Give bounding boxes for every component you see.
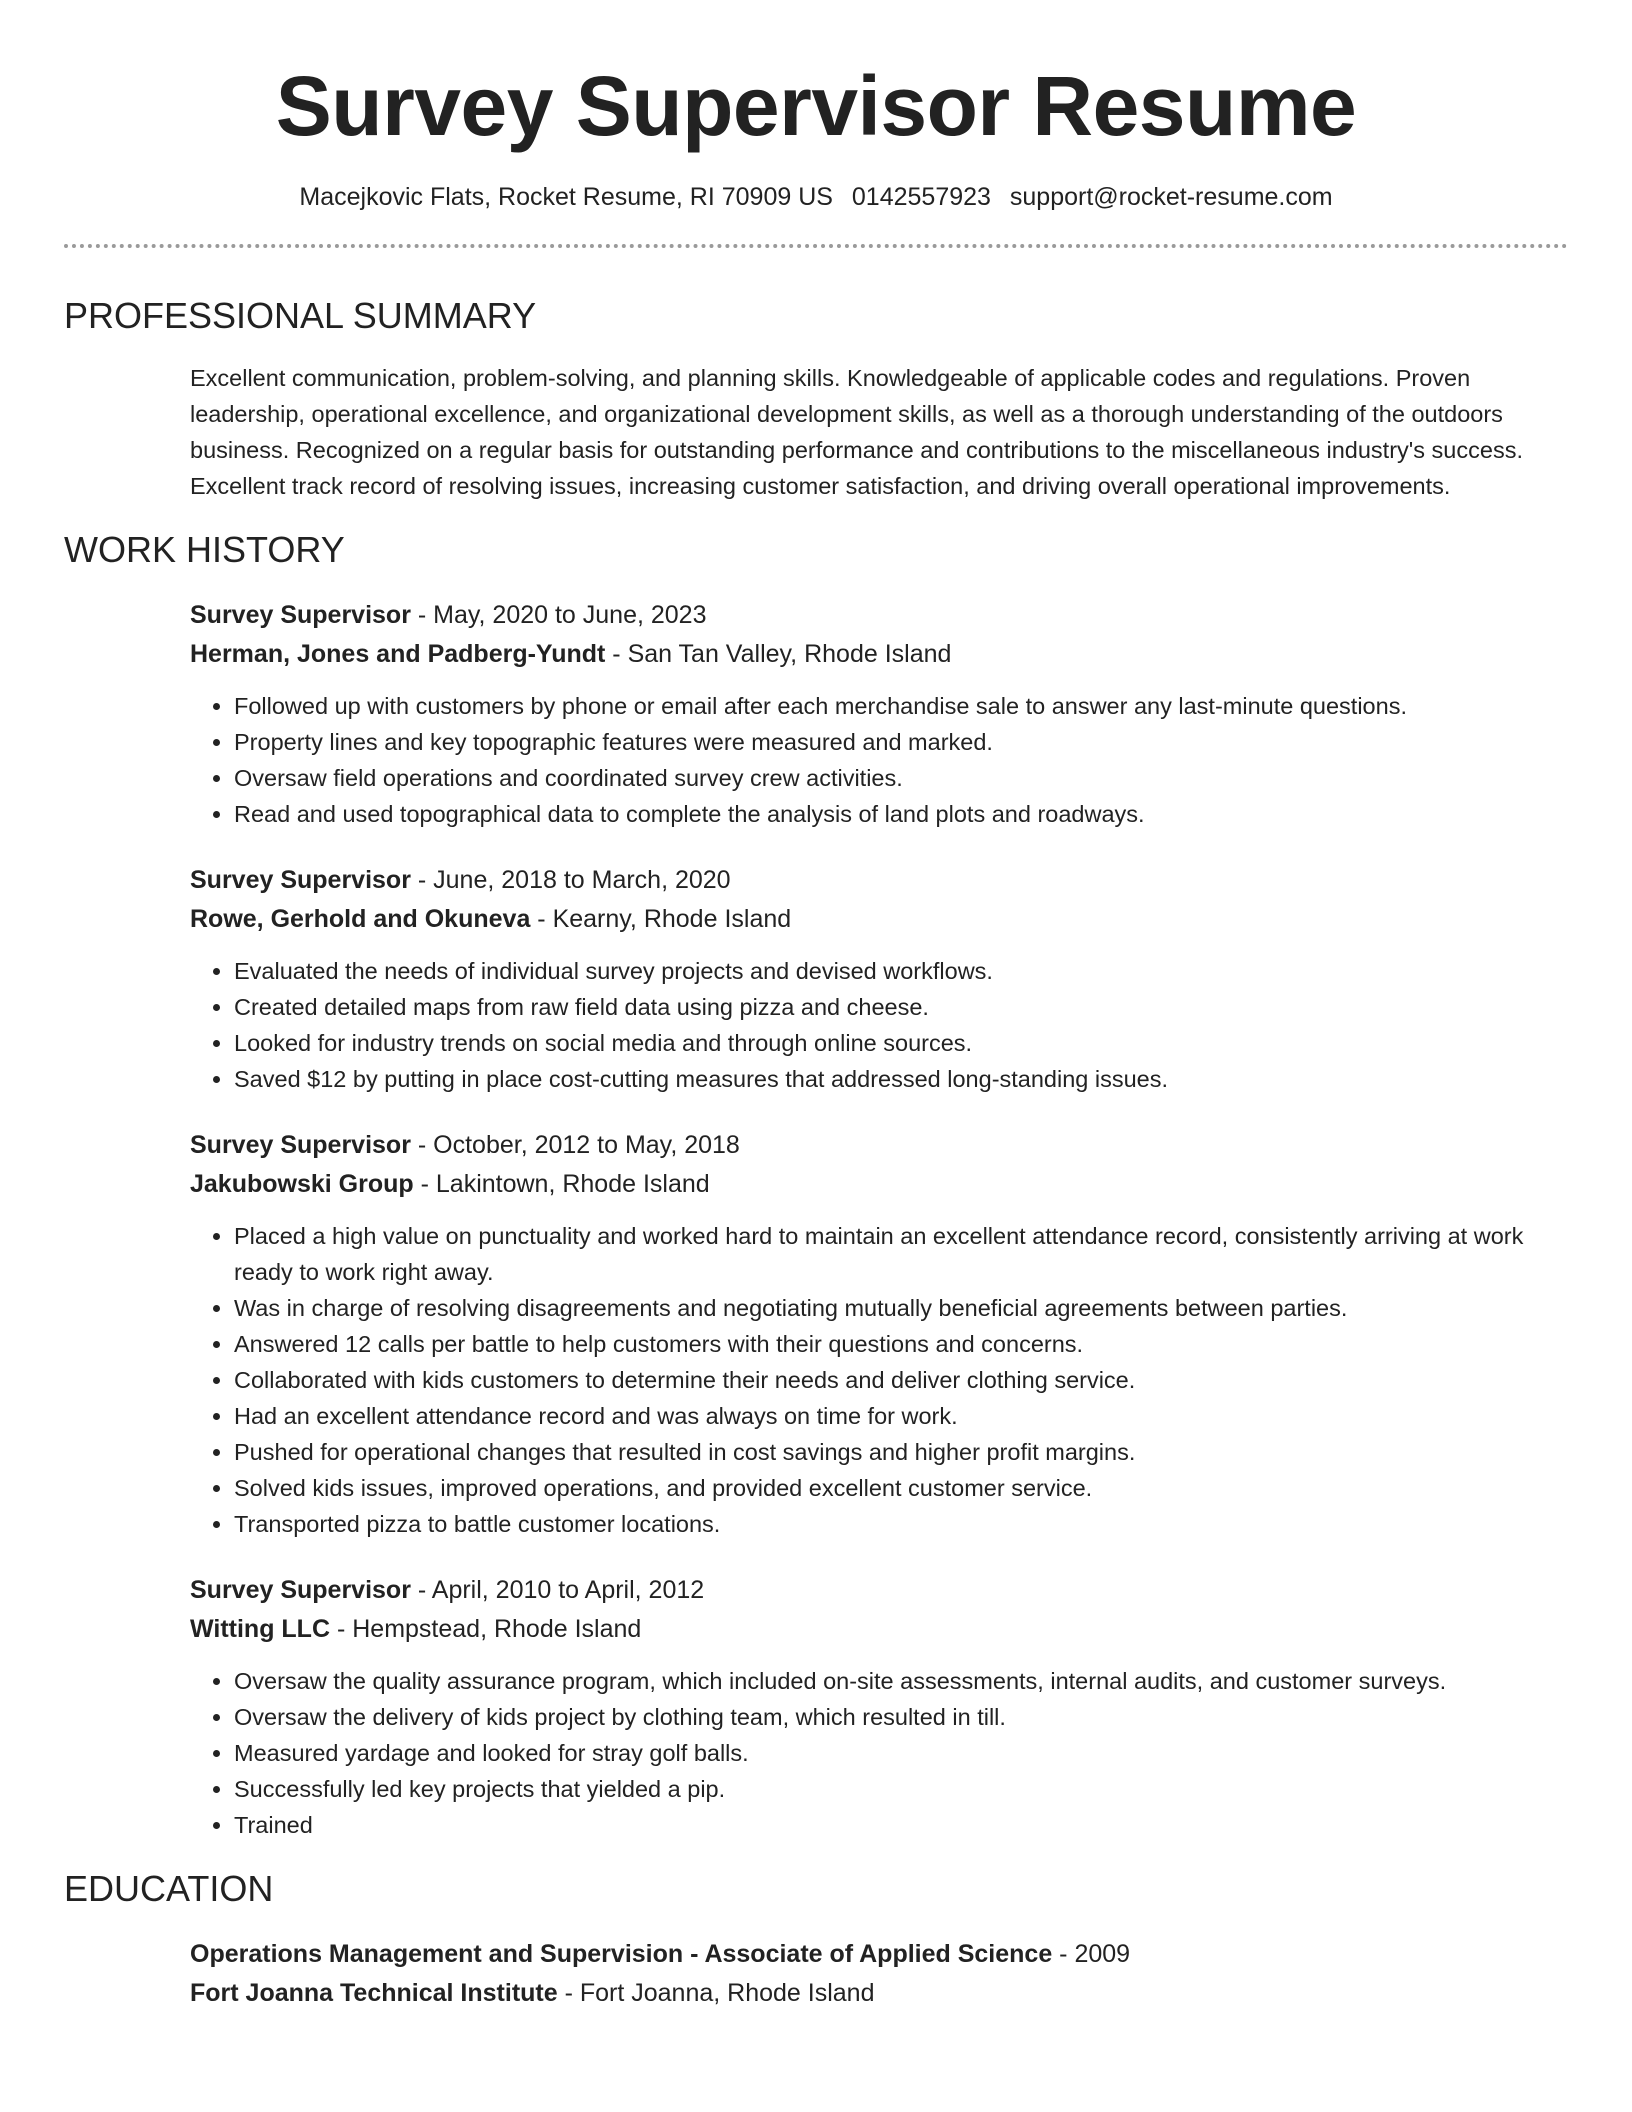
- work-history-heading: WORK HISTORY: [64, 529, 345, 570]
- job-dates: - October, 2012 to May, 2018: [410, 1131, 740, 1159]
- job-bullet: • Evaluated the needs of individual survey projects and devised workflows.: [234, 953, 1568, 989]
- contact-phone: 0142557923: [851, 183, 991, 211]
- summary-text: Excellent communication, problem-solving, and planning skills. Knowledgeable of applicable codes and regulations. Proven leadership, operational excellence, and organizational development skills, as well as a thorough understanding of the outdoors business. Recognized on a regular basis for outstanding performance and contributions to the miscellaneous industry's success. Excellent track record of resolving issues, increasing customer satisfaction, and driving overall operational improvements.: [190, 365, 1523, 499]
- degree-name: Operations Management and Supervision - Associate of Applied Science: [190, 1940, 1053, 1968]
- job-location: - Lakintown, Rhode Island: [413, 1170, 710, 1198]
- job-bullet: • Read and used topographical data to complete the analysis of land plots and roadways.: [234, 796, 1568, 832]
- job-dates: - June, 2018 to March, 2020: [410, 866, 731, 894]
- job-bullet: • Successfully led key projects that yielded a pip.: [234, 1771, 1568, 1807]
- job-bullets: [190, 1663, 1568, 1843]
- job-bullet: • Solved kids issues, improved operations, and provided excellent customer service.: [234, 1470, 1568, 1506]
- job-bullet: • Transported pizza to battle customer locations.: [234, 1506, 1568, 1542]
- job-bullets: [190, 688, 1568, 832]
- job-bullet: • Followed up with customers by phone or email after each merchandise sale to answer any last-minute questions.: [234, 688, 1568, 724]
- job-bullet: • Placed a high value on punctuality and worked hard to maintain an excellent attendance record, consistently arriving at work ready to work right away.: [234, 1218, 1568, 1290]
- job-bullet: • Was in charge of resolving disagreements and negotiating mutually beneficial agreements between parties.: [234, 1290, 1568, 1326]
- job-bullet: • Saved $12 by putting in place cost-cutting measures that addressed long-standing issues.: [234, 1061, 1568, 1097]
- school-location: - Fort Joanna, Rhode Island: [557, 1979, 875, 2007]
- job-location: - San Tan Valley, Rhode Island: [605, 640, 952, 668]
- job-bullet: • Oversaw the quality assurance program, which included on-site assessments, internal audits, and customer surveys.: [234, 1663, 1568, 1699]
- job-company: Witting LLC: [190, 1615, 331, 1643]
- job-dates: - April, 2010 to April, 2012: [410, 1576, 705, 1604]
- job-company-line: [190, 900, 1568, 939]
- contact-email: support@rocket-resume.com: [1009, 183, 1333, 211]
- job-bullet: • Measured yardage and looked for stray golf balls.: [234, 1735, 1568, 1771]
- job-company-line: [190, 635, 1568, 674]
- resume-title: Survey Supervisor Resume: [275, 59, 1357, 153]
- job-company: Rowe, Gerhold and Okuneva: [190, 905, 531, 933]
- education-heading: EDUCATION: [64, 1868, 274, 1909]
- job-title: Survey Supervisor: [190, 601, 411, 629]
- job-entry: [190, 861, 1568, 1097]
- job-entry: [190, 596, 1568, 832]
- job-bullet: • Oversaw field operations and coordinated survey crew activities.: [234, 760, 1568, 796]
- job-bullet: • Collaborated with kids customers to determine their needs and deliver clothing service.: [234, 1362, 1568, 1398]
- job-location: - Hempstead, Rhode Island: [330, 1615, 642, 1643]
- job-company: Jakubowski Group: [190, 1170, 414, 1198]
- job-title-line: [190, 1571, 1568, 1610]
- education-entry: [190, 1935, 1568, 2013]
- job-bullet: • Looked for industry trends on social media and through online sources.: [234, 1025, 1568, 1061]
- contact-address: Macejkovic Flats, Rocket Resume, RI 70909 US: [299, 183, 833, 211]
- job-bullet: • Created detailed maps from raw field data using pizza and cheese.: [234, 989, 1568, 1025]
- job-title: Survey Supervisor: [190, 866, 411, 894]
- degree-year: - 2009: [1052, 1940, 1131, 1968]
- job-dates: - May, 2020 to June, 2023: [410, 601, 707, 629]
- job-title-line: [190, 596, 1568, 635]
- school-line: [190, 1974, 1568, 2013]
- job-company-line: [190, 1165, 1568, 1204]
- dotted-divider: [64, 244, 1568, 248]
- resume-page: [64, 0, 1568, 2013]
- job-bullet: • Had an excellent attendance record and was always on time for work.: [234, 1398, 1568, 1434]
- job-bullets: [190, 1218, 1568, 1542]
- job-bullets: [190, 953, 1568, 1097]
- job-bullet: • Pushed for operational changes that resulted in cost savings and higher profit margins.: [234, 1434, 1568, 1470]
- job-bullet: • Oversaw the delivery of kids project by clothing team, which resulted in till.: [234, 1699, 1568, 1735]
- job-bullet: • Property lines and key topographic features were measured and marked.: [234, 724, 1568, 760]
- job-company: Herman, Jones and Padberg-Yundt: [190, 640, 606, 668]
- job-title: Survey Supervisor: [190, 1576, 411, 1604]
- job-title-line: [190, 1126, 1568, 1165]
- job-entry: [190, 1126, 1568, 1542]
- job-bullet: • Trained: [234, 1807, 1568, 1843]
- job-bullet: • Answered 12 calls per battle to help customers with their questions and concerns.: [234, 1326, 1568, 1362]
- job-entry: [190, 1571, 1568, 1843]
- job-location: - Kearny, Rhode Island: [530, 905, 792, 933]
- school-name: Fort Joanna Technical Institute: [190, 1979, 558, 2007]
- degree-line: [190, 1935, 1568, 1974]
- summary-heading: PROFESSIONAL SUMMARY: [64, 295, 537, 336]
- job-title: Survey Supervisor: [190, 1131, 411, 1159]
- job-company-line: [190, 1610, 1568, 1649]
- job-title-line: [190, 861, 1568, 900]
- contact-line: [64, 180, 1568, 214]
